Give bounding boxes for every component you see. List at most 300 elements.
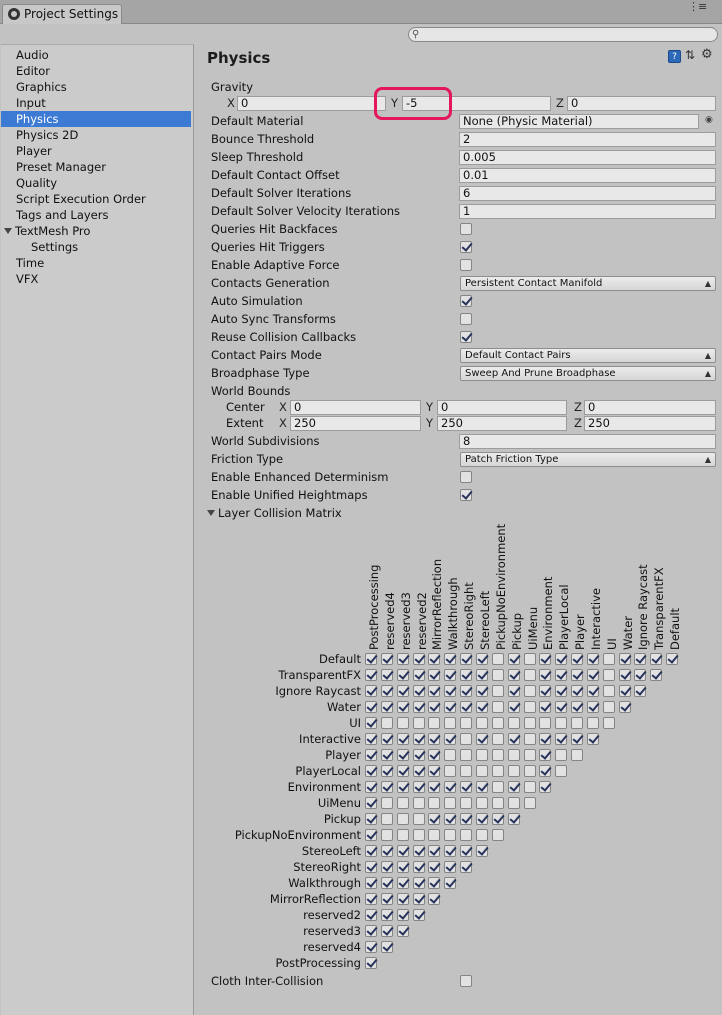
matrix-column-header (588, 520, 604, 650)
matrix-checkbox[interactable] (365, 925, 377, 937)
matrix-checkbox[interactable] (381, 813, 393, 825)
matrix-checkbox[interactable] (444, 685, 456, 697)
matrix-checkbox[interactable] (460, 861, 472, 873)
contact-pairs-mode-dropdown[interactable] (460, 348, 716, 363)
matrix-checkbox[interactable] (508, 653, 520, 665)
matrix-checkbox[interactable] (555, 653, 567, 665)
matrix-checkbox[interactable] (476, 797, 488, 809)
matrix-checkbox[interactable] (428, 861, 440, 873)
matrix-column-label-postprocessing: PostProcessing (367, 564, 381, 650)
matrix-checkbox[interactable] (413, 733, 425, 745)
matrix-checkbox[interactable] (365, 893, 377, 905)
dropdown-value: Patch Friction Type (465, 454, 559, 465)
matrix-checkbox[interactable] (428, 685, 440, 697)
queries-hit-triggers-checkbox[interactable] (460, 241, 472, 253)
matrix-checkbox[interactable] (365, 861, 377, 873)
matrix-checkbox[interactable] (508, 749, 520, 761)
matrix-checkbox[interactable] (428, 797, 440, 809)
matrix-checkbox[interactable] (492, 653, 504, 665)
matrix-checkbox[interactable] (365, 701, 377, 713)
matrix-checkbox[interactable] (381, 669, 393, 681)
matrix-checkbox[interactable] (397, 861, 409, 873)
matrix-checkbox[interactable] (381, 765, 393, 777)
matrix-checkbox[interactable] (365, 653, 377, 665)
center-y-axis: Y (426, 400, 434, 414)
layer-collision-matrix-foldout[interactable] (207, 505, 342, 521)
auto-simulation-label: Auto Simulation (211, 294, 303, 308)
matrix-checkbox[interactable] (381, 797, 393, 809)
matrix-checkbox[interactable] (397, 749, 409, 761)
dropdown-arrow-icon: ▲︎ (704, 351, 711, 360)
matrix-checkbox[interactable] (476, 733, 488, 745)
matrix-row-label-uimenu: UiMenu (317, 796, 361, 810)
matrix-checkbox[interactable] (524, 797, 536, 809)
matrix-checkbox[interactable] (492, 717, 504, 729)
matrix-checkbox[interactable] (650, 653, 662, 665)
default-contact-offset-label: Default Contact Offset (211, 168, 340, 182)
matrix-checkbox[interactable] (413, 717, 425, 729)
matrix-checkbox[interactable] (444, 861, 456, 873)
matrix-checkbox[interactable] (460, 701, 472, 713)
matrix-checkbox[interactable] (619, 701, 631, 713)
matrix-checkbox[interactable] (444, 749, 456, 761)
matrix-checkbox[interactable] (444, 733, 456, 745)
matrix-column-header (366, 520, 382, 650)
matrix-checkbox[interactable] (492, 669, 504, 681)
matrix-checkbox[interactable] (365, 829, 377, 841)
matrix-checkbox[interactable] (413, 781, 425, 793)
matrix-checkbox[interactable] (555, 717, 567, 729)
matrix-checkbox[interactable] (381, 733, 393, 745)
matrix-checkbox[interactable] (413, 749, 425, 761)
matrix-checkbox[interactable] (413, 893, 425, 905)
matrix-checkbox[interactable] (492, 701, 504, 713)
page-title: Physics (207, 49, 271, 67)
matrix-checkbox[interactable] (476, 829, 488, 841)
matrix-row-label-pickupnoenvironment: PickupNoEnvironment (234, 828, 361, 842)
matrix-checkbox[interactable] (413, 861, 425, 873)
matrix-checkbox[interactable] (381, 829, 393, 841)
matrix-checkbox[interactable] (476, 701, 488, 713)
matrix-checkbox[interactable] (571, 749, 583, 761)
matrix-checkbox[interactable] (587, 733, 599, 745)
matrix-checkbox[interactable] (634, 653, 646, 665)
matrix-checkbox[interactable] (666, 653, 678, 665)
expand-triangle-icon[interactable] (4, 228, 12, 234)
matrix-checkbox[interactable] (381, 749, 393, 761)
matrix-checkbox[interactable] (476, 781, 488, 793)
matrix-checkbox[interactable] (397, 925, 409, 937)
matrix-checkbox[interactable] (476, 685, 488, 697)
matrix-checkbox[interactable] (603, 685, 615, 697)
matrix-checkbox[interactable] (413, 797, 425, 809)
matrix-checkbox[interactable] (539, 733, 551, 745)
matrix-checkbox[interactable] (397, 701, 409, 713)
world-bounds-extent-label: Extent (226, 416, 264, 430)
enable-adaptive-force-checkbox[interactable] (460, 259, 472, 271)
matrix-checkbox[interactable] (555, 749, 567, 761)
matrix-checkbox[interactable] (460, 733, 472, 745)
matrix-column-label-stereoleft: StereoLeft (477, 590, 492, 650)
matrix-checkbox[interactable] (460, 749, 472, 761)
matrix-checkbox[interactable] (571, 669, 583, 681)
matrix-checkbox[interactable] (365, 749, 377, 761)
center-y-field[interactable]: 0 (437, 400, 567, 415)
title-bar (0, 0, 722, 24)
matrix-checkbox[interactable] (492, 813, 504, 825)
matrix-checkbox[interactable] (397, 813, 409, 825)
matrix-checkbox[interactable] (619, 653, 631, 665)
matrix-checkbox[interactable] (571, 653, 583, 665)
sidebar-item-audio[interactable]: Audio (16, 48, 49, 62)
reuse-collision-callbacks-checkbox[interactable] (460, 331, 472, 343)
friction-type-dropdown[interactable] (460, 452, 716, 467)
matrix-checkbox[interactable] (413, 669, 425, 681)
help-icon[interactable]: ? (668, 50, 681, 63)
default-solver-velocity-iterations-field[interactable]: 1 (459, 204, 716, 219)
gravity-x-axis: X (227, 96, 235, 110)
matrix-checkbox[interactable] (524, 685, 536, 697)
gravity-z-field[interactable]: 0 (567, 96, 716, 111)
matrix-checkbox[interactable] (460, 685, 472, 697)
matrix-checkbox[interactable] (524, 669, 536, 681)
sidebar-item-tags-and-layers[interactable]: Tags and Layers (16, 208, 109, 222)
matrix-checkbox[interactable] (381, 941, 393, 953)
settings-sidebar (1, 44, 194, 1015)
matrix-checkbox[interactable] (508, 685, 520, 697)
matrix-column-label-transparentfx: TransparentFX (652, 567, 667, 650)
matrix-checkbox[interactable] (492, 829, 504, 841)
matrix-checkbox[interactable] (539, 781, 551, 793)
sidebar-item-physics[interactable]: Physics (1, 111, 191, 127)
matrix-column-header (667, 520, 683, 650)
sidebar-item-settings[interactable]: Settings (31, 240, 79, 254)
matrix-checkbox[interactable] (397, 781, 409, 793)
matrix-checkbox[interactable] (397, 653, 409, 665)
matrix-row-label-reserved4: reserved4 (303, 940, 361, 954)
auto-simulation-checkbox[interactable] (460, 295, 472, 307)
matrix-checkbox[interactable] (619, 685, 631, 697)
search-bar (0, 24, 722, 44)
gear-icon[interactable]: ⚙ (701, 47, 713, 62)
matrix-checkbox[interactable] (381, 909, 393, 921)
matrix-checkbox[interactable] (460, 813, 472, 825)
matrix-column-label-stereoright: StereoRight (462, 582, 477, 650)
sleep-threshold-field[interactable]: 0.005 (459, 150, 716, 165)
matrix-checkbox[interactable] (524, 717, 536, 729)
matrix-checkbox[interactable] (428, 669, 440, 681)
matrix-checkbox[interactable] (476, 765, 488, 777)
matrix-checkbox[interactable] (492, 749, 504, 761)
matrix-checkbox[interactable] (524, 765, 536, 777)
object-picker-icon[interactable]: ◉ (705, 115, 713, 125)
matrix-checkbox[interactable] (444, 845, 456, 857)
sidebar-item-script-execution-order[interactable]: Script Execution Order (16, 192, 146, 206)
extent-x-field[interactable]: 250 (290, 416, 421, 431)
matrix-checkbox[interactable] (428, 877, 440, 889)
matrix-checkbox[interactable] (428, 893, 440, 905)
enable-enhanced-determinism-checkbox[interactable] (460, 471, 472, 483)
matrix-checkbox[interactable] (539, 765, 551, 777)
search-input[interactable] (408, 27, 718, 42)
matrix-checkbox[interactable] (444, 765, 456, 777)
matrix-checkbox[interactable] (397, 685, 409, 697)
center-x-field[interactable]: 0 (290, 400, 421, 415)
matrix-checkbox[interactable] (476, 749, 488, 761)
matrix-checkbox[interactable] (381, 893, 393, 905)
matrix-checkbox[interactable] (365, 717, 377, 729)
foldout-label: Layer Collision Matrix (218, 506, 342, 520)
matrix-checkbox[interactable] (476, 813, 488, 825)
matrix-checkbox[interactable] (397, 877, 409, 889)
matrix-checkbox[interactable] (492, 781, 504, 793)
sidebar-item-textmesh-pro[interactable] (1, 223, 191, 239)
matrix-checkbox[interactable] (476, 653, 488, 665)
matrix-checkbox[interactable] (365, 909, 377, 921)
matrix-checkbox[interactable] (492, 733, 504, 745)
matrix-checkbox[interactable] (460, 669, 472, 681)
matrix-checkbox[interactable] (413, 701, 425, 713)
matrix-checkbox[interactable] (365, 685, 377, 697)
matrix-checkbox[interactable] (365, 957, 377, 969)
matrix-checkbox[interactable] (539, 669, 551, 681)
matrix-checkbox[interactable] (555, 733, 567, 745)
matrix-checkbox[interactable] (428, 765, 440, 777)
sidebar-item-graphics[interactable]: Graphics (16, 80, 67, 94)
matrix-checkbox[interactable] (381, 685, 393, 697)
matrix-checkbox[interactable] (444, 829, 456, 841)
matrix-checkbox[interactable] (397, 909, 409, 921)
matrix-checkbox[interactable] (365, 765, 377, 777)
matrix-checkbox[interactable] (397, 733, 409, 745)
matrix-checkbox[interactable] (492, 685, 504, 697)
matrix-checkbox[interactable] (428, 653, 440, 665)
matrix-checkbox[interactable] (587, 669, 599, 681)
matrix-checkbox[interactable] (571, 701, 583, 713)
matrix-checkbox[interactable] (460, 829, 472, 841)
matrix-row-label-stereoright: StereoRight (293, 860, 361, 874)
matrix-checkbox[interactable] (413, 765, 425, 777)
enable-enhanced-determinism-label: Enable Enhanced Determinism (211, 470, 389, 484)
matrix-checkbox[interactable] (555, 765, 567, 777)
matrix-checkbox[interactable] (444, 653, 456, 665)
matrix-row-label-stereoleft: StereoLeft (301, 844, 361, 858)
auto-sync-transforms-checkbox[interactable] (460, 313, 472, 325)
matrix-checkbox[interactable] (381, 717, 393, 729)
sidebar-item-player[interactable]: Player (16, 144, 52, 158)
matrix-checkbox[interactable] (476, 717, 488, 729)
matrix-checkbox[interactable] (428, 717, 440, 729)
world-subdivisions-field[interactable]: 8 (459, 434, 716, 449)
extent-z-field[interactable]: 250 (584, 416, 716, 431)
sidebar-item-preset-manager[interactable]: Preset Manager (16, 160, 106, 174)
matrix-checkbox[interactable] (603, 701, 615, 713)
matrix-checkbox[interactable] (555, 701, 567, 713)
matrix-checkbox[interactable] (428, 701, 440, 713)
matrix-checkbox[interactable] (539, 653, 551, 665)
default-material-field[interactable]: None (Physic Material) (459, 114, 699, 129)
matrix-checkbox[interactable] (634, 669, 646, 681)
matrix-checkbox[interactable] (381, 877, 393, 889)
cloth-inter-collision-checkbox[interactable] (460, 975, 472, 987)
matrix-checkbox[interactable] (428, 813, 440, 825)
matrix-checkbox[interactable] (650, 669, 662, 681)
matrix-checkbox[interactable] (381, 653, 393, 665)
broadphase-type-dropdown[interactable] (460, 366, 716, 381)
matrix-checkbox[interactable] (365, 797, 377, 809)
matrix-checkbox[interactable] (539, 749, 551, 761)
matrix-checkbox[interactable] (413, 653, 425, 665)
default-contact-offset-field[interactable]: 0.01 (459, 168, 716, 183)
matrix-checkbox[interactable] (428, 733, 440, 745)
matrix-checkbox[interactable] (397, 797, 409, 809)
matrix-checkbox[interactable] (428, 749, 440, 761)
matrix-checkbox[interactable] (413, 685, 425, 697)
matrix-checkbox[interactable] (524, 749, 536, 761)
matrix-column-label-ui: UI (604, 638, 619, 650)
matrix-checkbox[interactable] (524, 781, 536, 793)
window-menu-icon[interactable]: ⋮≡ (688, 0, 707, 13)
matrix-checkbox[interactable] (571, 685, 583, 697)
matrix-checkbox[interactable] (365, 941, 377, 953)
matrix-checkbox[interactable] (587, 653, 599, 665)
extent-y-field[interactable]: 250 (437, 416, 567, 431)
matrix-checkbox[interactable] (571, 717, 583, 729)
matrix-checkbox[interactable] (397, 893, 409, 905)
matrix-checkbox[interactable] (413, 845, 425, 857)
matrix-row-label-postprocessing: PostProcessing (275, 956, 361, 970)
default-solver-iterations-field[interactable]: 6 (459, 186, 716, 201)
sidebar-item-quality[interactable]: Quality (16, 176, 58, 190)
matrix-checkbox[interactable] (413, 909, 425, 921)
matrix-checkbox[interactable] (460, 653, 472, 665)
matrix-row-label-water: Water (327, 700, 361, 714)
matrix-checkbox[interactable] (397, 845, 409, 857)
gravity-x-field[interactable]: 0 (237, 96, 386, 111)
matrix-checkbox[interactable] (603, 669, 615, 681)
sidebar-item-vfx[interactable]: VFX (16, 272, 39, 286)
matrix-checkbox[interactable] (460, 717, 472, 729)
matrix-checkbox[interactable] (508, 781, 520, 793)
matrix-checkbox[interactable] (555, 669, 567, 681)
matrix-column-label-interactive: Interactive (588, 588, 603, 650)
matrix-checkbox[interactable] (587, 701, 599, 713)
preset-icon[interactable]: ⇅ (685, 48, 696, 62)
matrix-checkbox[interactable] (444, 797, 456, 809)
matrix-checkbox[interactable] (492, 797, 504, 809)
matrix-checkbox[interactable] (460, 797, 472, 809)
matrix-checkbox[interactable] (603, 717, 615, 729)
sidebar-item-editor[interactable]: Editor (16, 64, 51, 78)
bounce-threshold-field[interactable]: 2 (459, 132, 716, 147)
gravity-z-axis: Z (556, 96, 564, 110)
matrix-checkbox[interactable] (365, 781, 377, 793)
matrix-checkbox[interactable] (492, 765, 504, 777)
matrix-checkbox[interactable] (508, 733, 520, 745)
matrix-checkbox[interactable] (539, 685, 551, 697)
matrix-checkbox[interactable] (571, 733, 583, 745)
matrix-checkbox[interactable] (444, 669, 456, 681)
matrix-checkbox[interactable] (508, 797, 520, 809)
gravity-label: Gravity (211, 80, 254, 94)
matrix-checkbox[interactable] (524, 733, 536, 745)
matrix-checkbox[interactable] (524, 653, 536, 665)
matrix-checkbox[interactable] (508, 813, 520, 825)
matrix-checkbox[interactable] (444, 877, 456, 889)
matrix-checkbox[interactable] (381, 701, 393, 713)
matrix-checkbox[interactable] (460, 765, 472, 777)
enable-unified-heightmaps-checkbox[interactable] (460, 489, 472, 501)
extent-z-axis: Z (574, 416, 582, 430)
sidebar-item-input[interactable]: Input (16, 96, 46, 110)
matrix-checkbox[interactable] (397, 829, 409, 841)
matrix-checkbox[interactable] (397, 669, 409, 681)
matrix-checkbox[interactable] (508, 765, 520, 777)
matrix-checkbox[interactable] (444, 781, 456, 793)
matrix-checkbox[interactable] (428, 845, 440, 857)
matrix-checkbox[interactable] (460, 781, 472, 793)
matrix-checkbox[interactable] (365, 733, 377, 745)
matrix-checkbox[interactable] (444, 717, 456, 729)
matrix-checkbox[interactable] (381, 925, 393, 937)
matrix-checkbox[interactable] (365, 813, 377, 825)
matrix-checkbox[interactable] (365, 877, 377, 889)
matrix-checkbox[interactable] (587, 717, 599, 729)
matrix-checkbox[interactable] (397, 717, 409, 729)
matrix-row-label-walkthrough: Walkthrough (288, 876, 361, 890)
matrix-checkbox[interactable] (365, 669, 377, 681)
matrix-checkbox[interactable] (444, 813, 456, 825)
matrix-column-header (620, 520, 636, 650)
matrix-checkbox[interactable] (397, 765, 409, 777)
matrix-checkbox[interactable] (460, 845, 472, 857)
matrix-checkbox[interactable] (381, 781, 393, 793)
sidebar-item-physics-2d[interactable]: Physics 2D (16, 128, 79, 142)
matrix-checkbox[interactable] (413, 877, 425, 889)
matrix-checkbox[interactable] (381, 861, 393, 873)
matrix-checkbox[interactable] (413, 813, 425, 825)
matrix-checkbox[interactable] (539, 701, 551, 713)
matrix-checkbox[interactable] (508, 701, 520, 713)
gravity-y-field[interactable]: -5 (402, 96, 551, 111)
matrix-checkbox[interactable] (476, 845, 488, 857)
matrix-checkbox[interactable] (428, 781, 440, 793)
queries-hit-backfaces-label: Queries Hit Backfaces (211, 222, 338, 236)
project-settings-tab[interactable] (2, 4, 122, 25)
matrix-checkbox[interactable] (381, 845, 393, 857)
center-z-field[interactable]: 0 (584, 400, 716, 415)
contacts-generation-dropdown[interactable] (460, 276, 716, 291)
sidebar-item-time[interactable]: Time (16, 256, 45, 270)
matrix-checkbox[interactable] (603, 653, 615, 665)
matrix-checkbox[interactable] (634, 685, 646, 697)
matrix-checkbox[interactable] (555, 685, 567, 697)
matrix-checkbox[interactable] (444, 701, 456, 713)
matrix-checkbox[interactable] (619, 669, 631, 681)
matrix-checkbox[interactable] (587, 685, 599, 697)
matrix-checkbox[interactable] (508, 717, 520, 729)
matrix-checkbox[interactable] (476, 669, 488, 681)
matrix-checkbox[interactable] (413, 829, 425, 841)
queries-hit-backfaces-checkbox[interactable] (460, 223, 472, 235)
matrix-checkbox[interactable] (365, 845, 377, 857)
unity-gear-icon (8, 8, 20, 20)
matrix-checkbox[interactable] (539, 717, 551, 729)
matrix-checkbox[interactable] (428, 829, 440, 841)
matrix-column-label-pickupnoenvironment: PickupNoEnvironment (493, 523, 508, 650)
matrix-checkbox[interactable] (508, 669, 520, 681)
matrix-checkbox[interactable] (524, 701, 536, 713)
